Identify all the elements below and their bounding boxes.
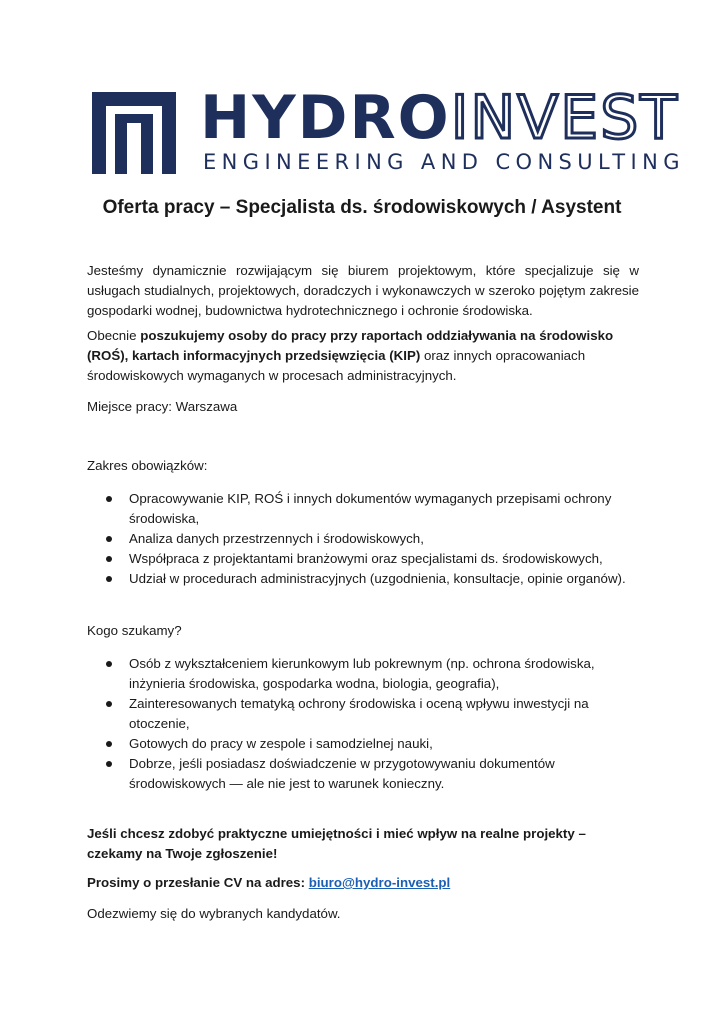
- search-post: oraz innych opracowaniach środowiskowych wymaganych w procesach administracyjnych.: [87, 348, 586, 383]
- cta-text: [87, 824, 639, 864]
- company-logo: [92, 83, 685, 178]
- cv-section: [87, 873, 639, 893]
- logo-tagline: ENGINEERING AND CONSULTING: [203, 150, 685, 174]
- cv-label: Prosimy o przesłanie CV na adres:: [87, 875, 309, 890]
- page-title: Oferta pracy – Specjalista ds. środowiskowych / Asystent: [102, 197, 622, 218]
- cta-section: [87, 824, 639, 864]
- seeking-section: [87, 621, 639, 794]
- list-item: Zainteresowanych tematyką ochrony środowiska i oceną wpływu inwestycji na otoczenie,: [129, 694, 639, 734]
- seeking-heading: Kogo szukamy?: [87, 623, 182, 638]
- intro-paragraph: Jesteśmy dynamicznie rozwijającym się biurem projektowym, które specjalizuje się w usługach studialnych, projektowych, doradczych i wykonawczych w szeroko pojętym zakresie gospodarki wodnej, budownictwa hydrotechnicznego i ochronie środowiska.: [87, 263, 639, 318]
- list-item: Osób z wykształceniem kierunkowym lub pokrewnym (np. ochrona środowiska, inżynieria środowiska, gospodarka wodna, biologia, geografia),: [129, 654, 639, 694]
- hydroinvest-logo-icon: [92, 92, 176, 174]
- email-link[interactable]: biuro@hydro-invest.pl: [308, 875, 451, 890]
- list-item: Dobrze, jeśli posiadasz doświadczenie w przygotowywaniu dokumentów środowiskowych — ale nie jest to warunek konieczny.: [129, 754, 639, 794]
- list-item: Gotowych do pracy w zespole i samodzielnej nauki,: [129, 734, 639, 754]
- search-bold: poszukujemy osoby do pracy przy raportach oddziaływania na środowisko (ROŚ), kartach informacyjnych przedsięwzięcia (KIP): [87, 328, 614, 363]
- location-section: [87, 397, 639, 417]
- list-item: Analiza danych przestrzennych i środowiskowych,: [129, 529, 639, 549]
- list-item: Współpraca z projektantami branżowymi oraz specjalistami ds. środowiskowych,: [129, 549, 639, 569]
- search-section: [87, 326, 639, 386]
- intro-section: [87, 261, 639, 321]
- cv-line: [87, 873, 639, 893]
- duties-list: [87, 489, 639, 589]
- seeking-list: [87, 654, 639, 794]
- search-paragraph: [87, 326, 639, 386]
- list-item: Udział w procedurach administracyjnych (uzgodnienia, konsultacje, opinie organów).: [129, 569, 639, 589]
- location-text: Miejsce pracy: Warszawa: [87, 399, 238, 414]
- closing-section: [87, 904, 639, 924]
- search-pre: Obecnie: [87, 328, 141, 343]
- logo-brand-light: INVEST: [450, 83, 679, 153]
- list-item: Opracowywanie KIP, ROŚ i innych dokumentów wymaganych przepisami ochrony środowiska,: [129, 489, 639, 529]
- logo-brand-bold: HYDRO: [200, 83, 451, 153]
- logo-wordmark: [200, 83, 679, 153]
- duties-heading: Zakres obowiązków:: [87, 458, 208, 473]
- cta-bold: Jeśli chcesz zdobyć praktyczne umiejętności i mieć wpływ na realne projekty – czekamy na Twoje zgłoszenie!: [87, 826, 586, 861]
- duties-section: [87, 456, 639, 589]
- closing-text: Odezwiemy się do wybranych kandydatów.: [87, 906, 341, 921]
